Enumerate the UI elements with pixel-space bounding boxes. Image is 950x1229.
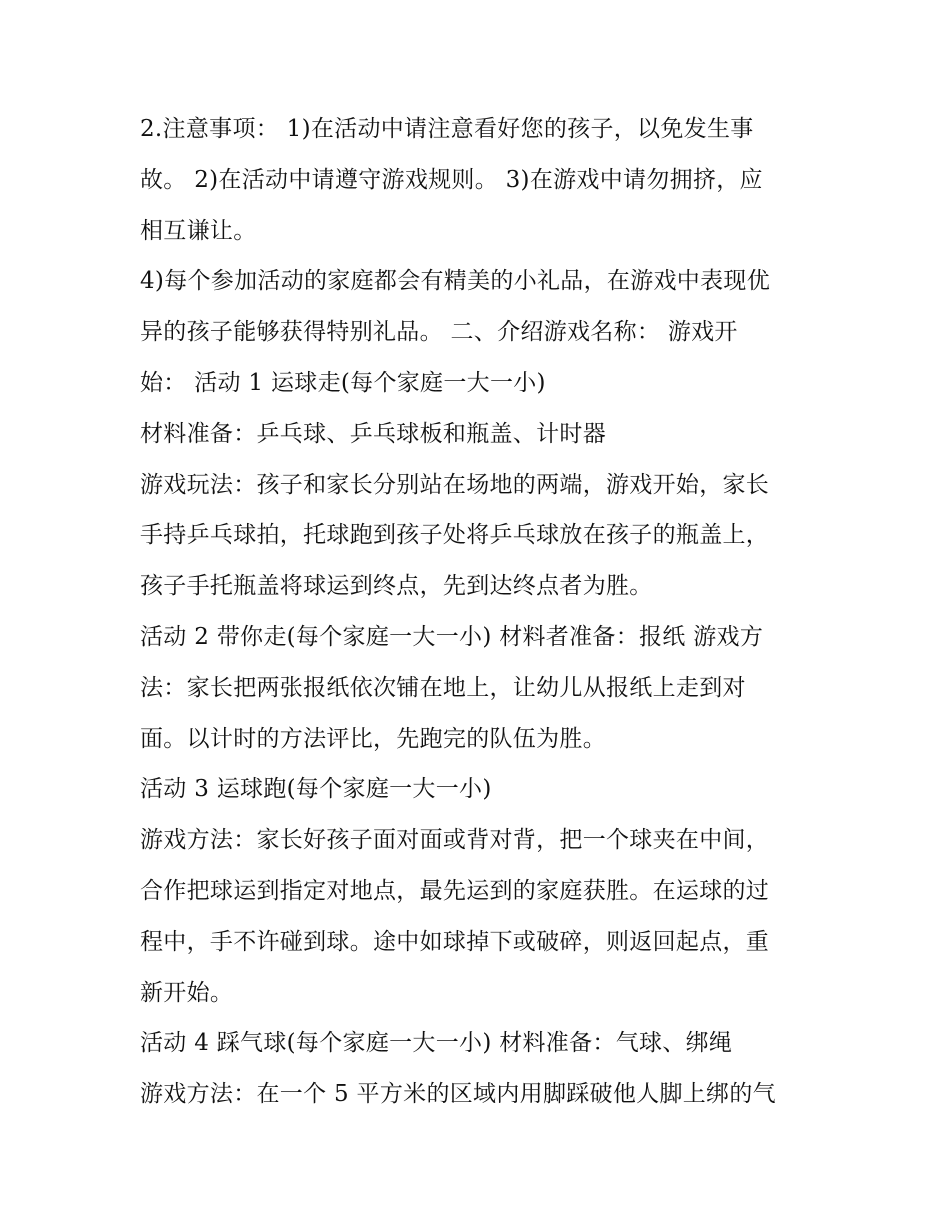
text-line: 孩子手托瓶盖将球运到终点，先到达终点者为胜。 xyxy=(140,573,653,600)
text-line: 游戏方法：家长好孩子面对面或背对背，把一个球夹在中间， xyxy=(140,827,770,854)
text-line: 游戏玩法：孩子和家长分别站在场地的两端，游戏开始，家长 xyxy=(140,471,770,498)
text-line: 故。 2)在活动中请遵守游戏规则。 3)在游戏中请勿拥挤，应 xyxy=(140,166,763,193)
text-line: 材料准备：乒乓球、乒乓球板和瓶盖、计时器 xyxy=(140,420,606,447)
text-line: 合作把球运到指定对地点，最先运到的家庭获胜。在运球的过 xyxy=(140,877,770,904)
text-line: 相互谦让。 xyxy=(140,217,257,244)
text-line: 新开始。 xyxy=(140,979,234,1006)
text-line: 2.注意事项： 1)在活动中请注意看好您的孩子，以免发生事 xyxy=(140,116,754,142)
text-line: 异的孩子能够获得特别礼品。 二、介绍游戏名称： 游戏开 xyxy=(140,319,738,346)
text-line: 4)每个参加活动的家庭都会有精美的小礼品，在游戏中表现优 xyxy=(140,268,771,295)
text-line: 手持乒乓球拍，托球跑到孩子处将乒乓球放在孩子的瓶盖上， xyxy=(140,522,770,549)
text-line: 始： 活动 1 运球走(每个家庭一大一小) xyxy=(140,369,546,396)
text-line: 法：家长把两张报纸依次铺在地上，让幼儿从报纸上走到对 xyxy=(140,674,746,701)
text-line: 活动 3 运球跑(每个家庭一大一小) xyxy=(140,776,492,803)
text-line: 活动 4 踩气球(每个家庭一大一小) 材料准备：气球、绑绳 xyxy=(140,1030,733,1057)
text-line: 程中，手不许碰到球。途中如球掉下或破碎，则返回起点，重 xyxy=(140,928,770,955)
text-line: 游戏方法：在一个 5 平方米的区域内用脚踩破他人脚上绑的气 xyxy=(140,1081,776,1108)
text-line: 面。以计时的方法评比，先跑完的队伍为胜。 xyxy=(140,725,606,752)
text-line: 活动 2 带你走(每个家庭一大一小) 材料者准备：报纸 游戏方 xyxy=(140,623,764,650)
document-body xyxy=(140,104,820,1120)
